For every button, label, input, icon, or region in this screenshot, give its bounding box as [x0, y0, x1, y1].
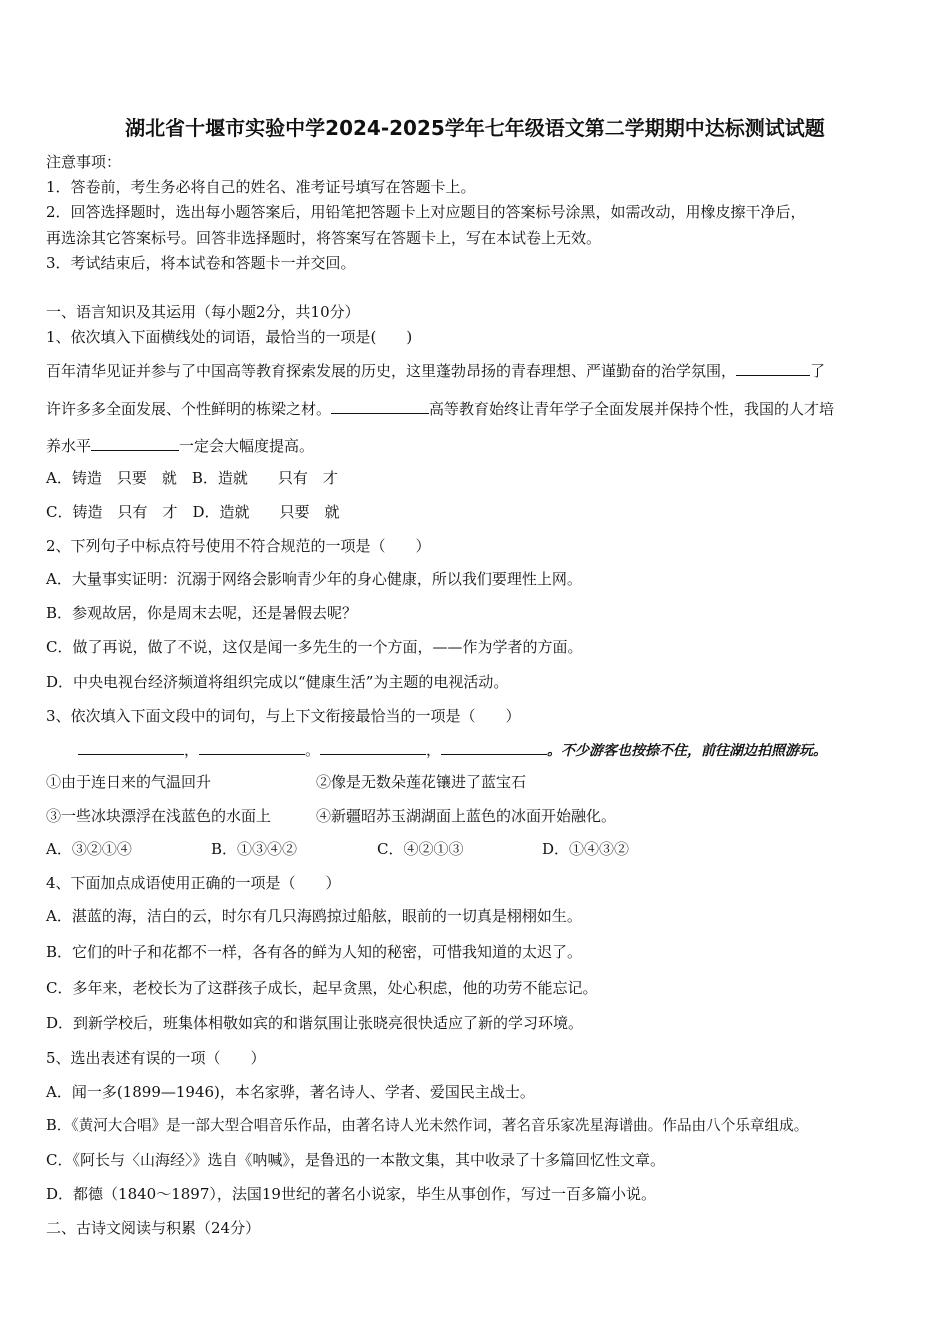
q2-option-c: C．做了再说，做了不说，这仅是闻一多先生的一个方面，——作为学者的方面。: [46, 638, 583, 656]
q1-passage-text: 一定会大幅度提高。: [179, 437, 315, 455]
q3-stem: 3、依次填入下面文段中的词句，与上下文衔接最恰当的一项是（ ）: [46, 707, 521, 725]
q4-option-c: C．多年来，老校长为了这群孩子成长，起早贪黑，处心积虑，他的功劳不能忘记。: [46, 979, 598, 997]
q4-stem: 4、下面加点成语使用正确的一项是（ ）: [46, 874, 341, 892]
q1-options-row-2: [46, 502, 340, 522]
q3-option-d: D．①④③②: [542, 840, 630, 858]
q2-stem: 2、下列句子中标点符号使用不符合规范的一项是（ ）: [46, 537, 431, 555]
q1-option-c: C．铸造 只有 才: [46, 503, 178, 521]
q3-option-b: B．①③④②: [211, 840, 298, 858]
q3-choice-4: ④新疆昭苏玉湖湖面上蓝色的冰面开始融化。: [316, 807, 617, 825]
q2-option-b: B．参观故居，你是周末去呢，还是暑假去呢？: [46, 604, 358, 622]
q2-option-a: A．大量事实证明：沉溺于网络会影响青少年的身心健康，所以我们要理性上网。: [46, 570, 582, 588]
q3-blank-3: [320, 739, 426, 755]
q4-option-d: D．到新学校后，班集体相敬如宾的和谐氛围让张晓亮很快适应了新的学习环境。: [46, 1014, 584, 1032]
q3-choice-2: ②像是无数朵莲花镶进了蓝宝石: [316, 773, 527, 791]
q3-blank-4: [441, 739, 547, 755]
q1-option-a: A．铸造 只要 就: [46, 469, 177, 487]
section-2-heading: 二、古诗文阅读与积累（24分）: [46, 1219, 261, 1237]
q1-passage-text: 高等教育始终让青年学子全面发展并保持个性，我国的人才培: [429, 400, 835, 418]
q1-stem: 1、依次填入下面横线处的词语，最恰当的一项是( ): [46, 328, 413, 346]
q3-sep: ，: [426, 741, 442, 759]
q1-passage-line-1: [46, 360, 825, 381]
q3-option-c: C．④②①③: [377, 840, 464, 858]
q4-option-b: B．它们的叶子和花都不一样，各有各的鲜为人知的秘密，可惜我知道的太迟了。: [46, 943, 583, 961]
q1-option-b: B．造就 只有 才: [191, 469, 338, 487]
q5-option-d: D．都德（1840～1897），法国19世纪的著名小说家，毕生从事创作，写过一百多篇小说。: [46, 1185, 656, 1203]
q1-passage-line-2: [46, 398, 834, 419]
q3-choice-1: ①由于连日来的气温回升: [46, 773, 212, 791]
notice-item-1: 1．答卷前，考生务必将自己的姓名、准考证号填写在答题卡上。: [46, 178, 476, 196]
q5-option-c: C．《阿长与〈山海经〉》选自《呐喊》，是鲁迅的一本散文集，其中收录了十多篇回忆性文章。: [46, 1151, 665, 1169]
notice-heading: 注意事项：: [46, 153, 122, 171]
q3-sep: ，: [184, 741, 200, 759]
q4-option-a: A．湛蓝的海，洁白的云，时尔有几只海鸥掠过船舷，眼前的一切真是栩栩如生。: [46, 907, 582, 925]
q1-option-d: D．造就 只要 就: [192, 503, 340, 521]
q1-passage-line-3: [46, 435, 314, 456]
q5-option-a: A．闻一多(1899—1946)，本名家骅，著名诗人、学者、爱国民主战士。: [46, 1083, 535, 1101]
q1-options-row-1: [46, 468, 338, 488]
q3-sep: 。: [305, 741, 321, 759]
notice-item-3: 3．考试结束后，将本试卷和答题卡一并交回。: [46, 254, 356, 272]
section-1-heading: 一、语言知识及其运用（每小题2分，共10分）: [46, 303, 360, 321]
notice-item-2-cont: 再选涂其它答案标号。回答非选择题时，将答案写在答题卡上，写在本试卷上无效。: [46, 229, 602, 247]
q5-option-b: B．《黄河大合唱》是一部大型合唱音乐作品，由著名诗人光未然作词，著名音乐家冼星海谱曲。作品由八个乐章组成。: [46, 1117, 809, 1134]
q2-option-d: D．中央电视台经济频道将组织完成以“健康生活”为主题的电视活动。: [46, 673, 509, 691]
q1-passage-text: 百年清华见证并参与了中国高等教育探索发展的历史，这里蓬勃昂扬的青春理想、严谨勤奋的治学氛围，: [46, 362, 737, 380]
page-title: 湖北省十堰市实验中学2024-2025学年七年级语文第二学期期中达标测试试题: [125, 116, 825, 140]
q1-blank-3: [91, 435, 179, 451]
q1-passage-text: 许许多多全面发展、个性鲜明的栋梁之材。: [46, 400, 332, 418]
q1-blank-2: [331, 398, 429, 414]
q3-passage-tail: 。不少游客也按捺不住，前往湖边拍照游玩。: [547, 743, 828, 759]
q3-passage: [78, 739, 827, 761]
q1-passage-text: 养水平: [46, 437, 92, 455]
q3-blank-1: [78, 739, 184, 755]
q5-stem: 5、选出表述有误的一项（ ）: [46, 1049, 266, 1067]
q3-choice-3: ③一些冰块漂浮在浅蓝色的水面上: [46, 807, 272, 825]
q3-option-a: A．③②①④: [46, 840, 132, 858]
q1-blank-1: [736, 360, 810, 376]
q3-blank-2: [199, 739, 305, 755]
notice-item-2: 2．回答选择题时，选出每小题答案后，用铅笔把答题卡上对应题目的答案标号涂黑，如需改动，用橡皮擦干净后，: [46, 203, 806, 221]
q1-passage-end: 了: [810, 362, 826, 380]
